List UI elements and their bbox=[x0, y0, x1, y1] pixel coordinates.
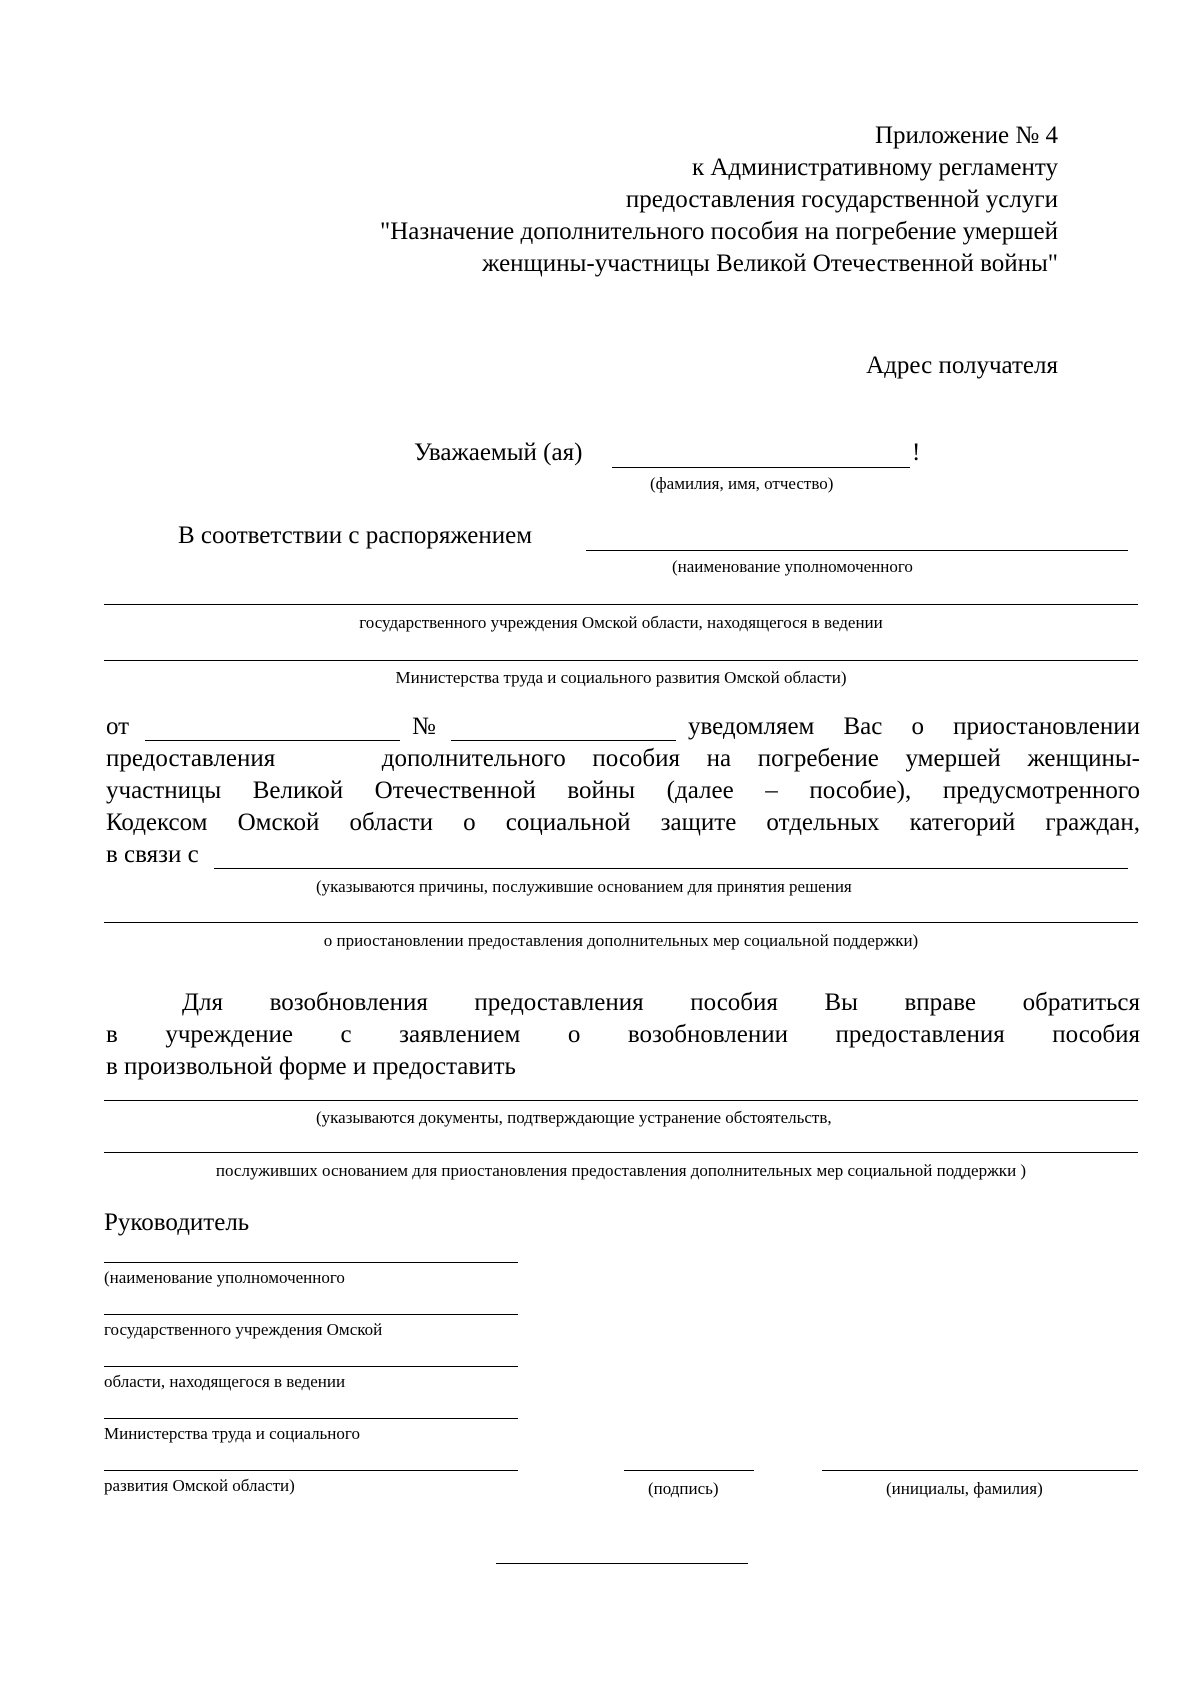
header-line-2: к Административному регламенту bbox=[691, 154, 1058, 181]
greeting-caption: (фамилия, имя, отчество) bbox=[650, 474, 834, 493]
order-caption-1: (наименование уполномоченного bbox=[672, 557, 913, 576]
org-line-5 bbox=[104, 1470, 518, 1471]
header-line-1: Приложение № 4 bbox=[874, 122, 1058, 149]
documents-line-2 bbox=[104, 1152, 1138, 1153]
date-line bbox=[145, 740, 400, 741]
number-line bbox=[451, 740, 676, 741]
documents-line-1 bbox=[104, 1100, 1138, 1101]
name-line bbox=[822, 1470, 1138, 1471]
org-caption-1: (наименование уполномоченного bbox=[104, 1268, 345, 1287]
order-label: В соответствии с распоряжением bbox=[178, 522, 533, 549]
number-label: № bbox=[412, 713, 436, 740]
renewal-line-2: в учреждение с заявлением о возобновлении предоставления пособия bbox=[106, 1021, 1140, 1048]
order-line bbox=[586, 550, 1128, 551]
org-line-2 bbox=[104, 1314, 518, 1315]
renewal-line-1: Для возобновления предоставления пособия Вы вправе обратиться bbox=[182, 989, 1140, 1016]
bottom-separator bbox=[496, 1563, 748, 1564]
order-line-3 bbox=[104, 660, 1138, 661]
signature-caption: (подпись) bbox=[648, 1479, 719, 1498]
org-caption-4: Министерства труда и социального bbox=[104, 1424, 360, 1443]
recipient-address: Адрес получателя bbox=[866, 352, 1058, 379]
order-line-2 bbox=[104, 604, 1138, 605]
signature-title: Руководитель bbox=[104, 1209, 250, 1236]
reason-line-2 bbox=[104, 922, 1138, 923]
body-line-2: предоставления дополнительного пособия на погребение умершей женщины- bbox=[106, 745, 1140, 772]
reason-caption-1: (указываются причины, послужившие основанием для принятия решения bbox=[316, 877, 852, 896]
renewal-line-3: в произвольной форме и предоставить bbox=[106, 1053, 516, 1080]
documents-caption-2: послуживших основанием для приостановления предоставления дополнительных мер социальной поддержки ) bbox=[215, 1161, 1027, 1180]
reason-caption-2: о приостановлении предоставления дополнительных мер социальной поддержки) bbox=[323, 931, 919, 950]
org-caption-5: развития Омской области) bbox=[104, 1476, 295, 1495]
signature-line bbox=[624, 1470, 754, 1471]
order-caption-2: государственного учреждения Омской области, находящегося в ведении bbox=[359, 613, 883, 632]
greeting-name-line bbox=[612, 467, 910, 468]
org-caption-2: государственного учреждения Омской bbox=[104, 1320, 383, 1339]
body-line-3: участницы Великой Отечественной войны (далее – пособие), предусмотренного bbox=[106, 777, 1140, 804]
body-line-5: в связи с bbox=[106, 841, 199, 868]
header-line-3: предоставления государственной услуги bbox=[625, 186, 1058, 213]
greeting-label: Уважаемый (ая) bbox=[414, 439, 583, 466]
org-line-3 bbox=[104, 1366, 518, 1367]
greeting-exclamation: ! bbox=[912, 439, 921, 466]
org-caption-3: области, находящегося в ведении bbox=[104, 1372, 346, 1391]
header-line-4: "Назначение дополнительного пособия на погребение умершей bbox=[380, 218, 1058, 245]
from-label: от bbox=[106, 713, 130, 740]
header-line-5: женщины-участницы Великой Отечественной войны" bbox=[482, 250, 1058, 277]
name-caption: (инициалы, фамилия) bbox=[886, 1479, 1043, 1498]
org-line-1 bbox=[104, 1262, 518, 1263]
order-caption-3: Министерства труда и социального развития Омской области) bbox=[395, 668, 847, 687]
reason-line bbox=[214, 868, 1128, 869]
notify-text: уведомляем Вас о приостановлении bbox=[688, 713, 1140, 740]
org-line-4 bbox=[104, 1418, 518, 1419]
documents-caption-1: (указываются документы, подтверждающие устранение обстоятельств, bbox=[316, 1108, 832, 1127]
body-line-4: Кодексом Омской области о социальной защите отдельных категорий граждан, bbox=[106, 809, 1140, 836]
appendix-header bbox=[158, 120, 1058, 280]
